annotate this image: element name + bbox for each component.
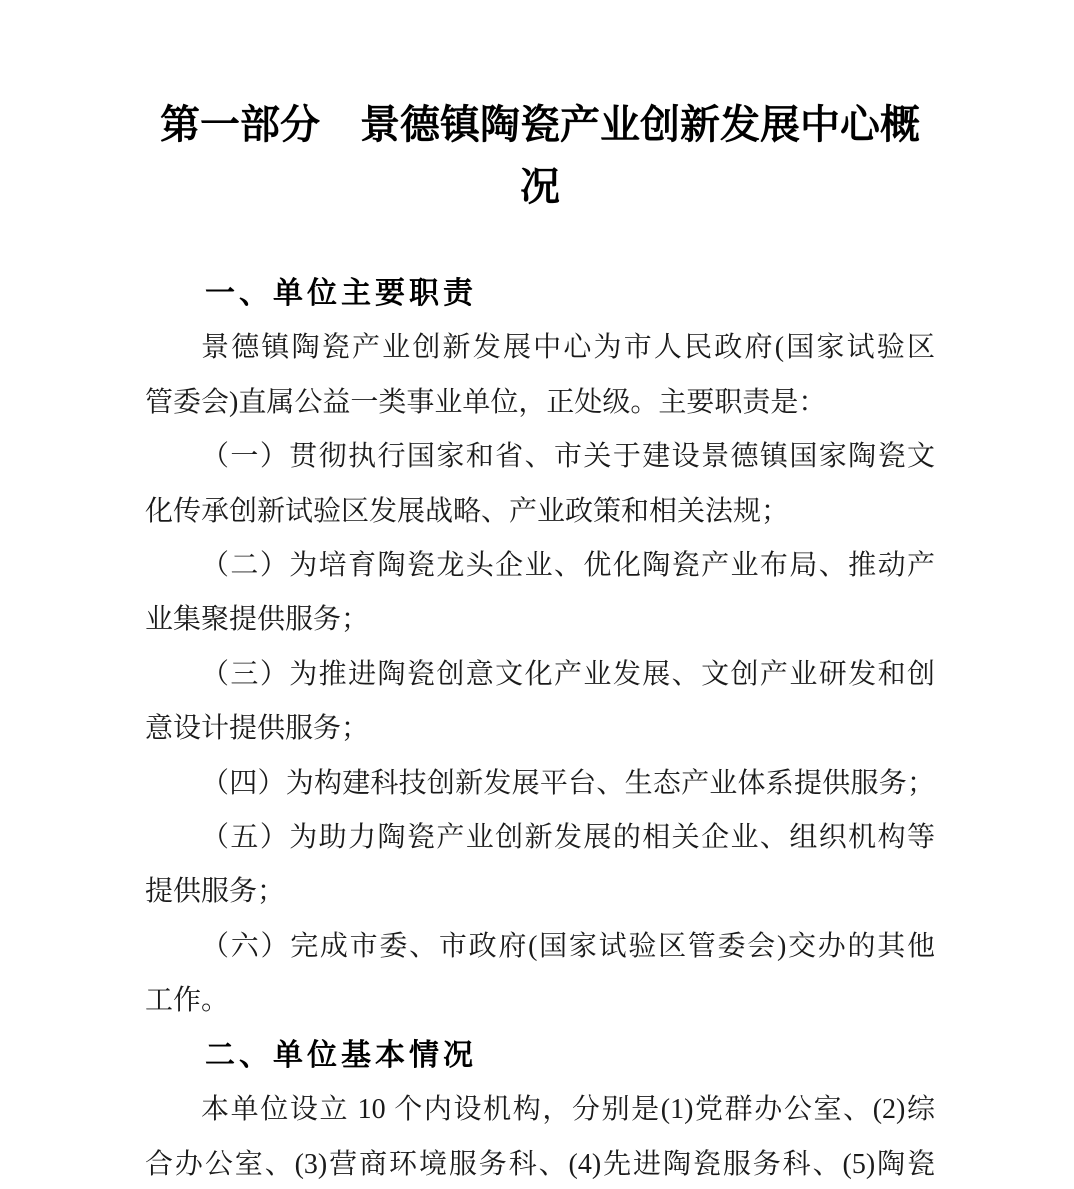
- document-content: [145, 0, 935, 1189]
- paragraph-line: （四）为构建科技创新发展平台、生态产业体系提供服务；: [201, 767, 935, 799]
- paragraph-line: 合办公室、(3)营商环境服务科、(4)先进陶瓷服务科、(5)陶瓷: [145, 1148, 935, 1180]
- paragraph: [145, 757, 935, 811]
- paragraph-line: （六）完成市委、市政府(国家试验区管委会)交办的其他: [201, 930, 935, 962]
- paragraph: [145, 1083, 935, 1189]
- paragraph: [145, 920, 935, 1029]
- paragraph: [145, 430, 935, 539]
- paragraph-line: （一）贯彻执行国家和省、市关于建设景德镇国家陶瓷文: [201, 441, 935, 473]
- paragraph-line: 化传承创新试验区发展战略、产业政策和相关法规；: [145, 495, 790, 527]
- paragraph-line: 工作。: [145, 985, 230, 1017]
- paragraph-line: 景德镇陶瓷产业创新发展中心为市人民政府(国家试验区: [201, 332, 935, 364]
- paragraph-line: 管委会)直属公益一类事业单位，正处级。主要职责是：: [145, 386, 827, 418]
- section-heading-duties: 一、单位主要职责: [205, 277, 477, 310]
- paragraph-line: 提供服务；: [145, 876, 286, 908]
- paragraph-line: （二）为培育陶瓷龙头企业、优化陶瓷产业布局、推动产: [201, 550, 935, 582]
- paragraph-line: 本单位设立 10 个内设机构，分别是(1)党群办公室、(2)综: [201, 1094, 935, 1126]
- section-heading-basic-info: 二、单位基本情况: [205, 1038, 477, 1072]
- document-title: [145, 94, 935, 218]
- document-title-line-2: 况: [520, 164, 560, 209]
- paragraph-line: （三）为推进陶瓷创意文化产业发展、文创产业研发和创: [201, 658, 935, 690]
- document-body: [145, 267, 935, 1189]
- document-title-line-1: 第一部分 景德镇陶瓷产业创新发展中心概: [160, 102, 920, 147]
- paragraph-line: 意设计提供服务；: [145, 713, 370, 745]
- paragraph: [145, 811, 935, 920]
- paragraph-line: （五）为助力陶瓷产业创新发展的相关企业、组织机构等: [201, 822, 935, 854]
- paragraph: [145, 539, 935, 648]
- paragraph-line: 业集聚提供服务；: [145, 604, 370, 636]
- paragraph: [145, 321, 935, 430]
- paragraph: [145, 648, 935, 757]
